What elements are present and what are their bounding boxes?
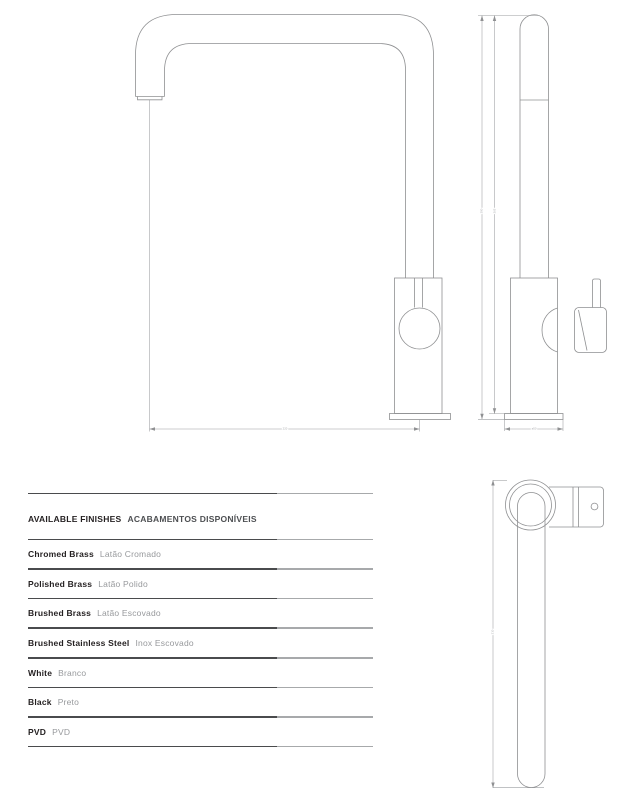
header-label-pt: ACABAMENTOS DISPONÍVEIS	[127, 513, 257, 524]
finish-name-en: White	[28, 667, 53, 678]
finish-name-en: PVD	[28, 726, 47, 737]
finish-name-en: Black	[28, 697, 52, 708]
finish-name-pt: Inox Escovado	[135, 637, 194, 648]
finish-row-white	[28, 659, 373, 687]
header-label-en: AVAILABLE FINISHES	[28, 513, 122, 524]
side-height-outer-dimension-label: 390	[480, 208, 484, 214]
finish-name-en: Chromed Brass	[28, 549, 94, 560]
finish-row-chromed-brass	[28, 540, 373, 568]
side-base-dimension-label: ø50	[531, 427, 537, 431]
top-length-dimension-label: 310	[491, 629, 495, 635]
finishes-table	[28, 493, 373, 748]
handle-set-screw	[591, 503, 598, 510]
finish-name-pt: PVD	[52, 726, 71, 737]
finish-name-pt: Preto	[57, 697, 80, 708]
finishes-table-header	[28, 494, 373, 539]
front-handle-knob	[399, 308, 440, 349]
faucet-side-view	[478, 15, 607, 431]
finish-row-brushed-stainless-steel	[28, 629, 373, 657]
finish-name-en: Polished Brass	[28, 578, 93, 589]
finish-name-pt: Branco	[58, 667, 87, 678]
finish-row-pvd	[28, 718, 373, 746]
table-rule	[28, 746, 373, 748]
finish-row-brushed-brass	[28, 599, 373, 627]
finish-name-pt: Latão Escovado	[97, 608, 161, 619]
finish-row-black	[28, 688, 373, 716]
finish-row-polished-brass	[28, 570, 373, 598]
finish-name-en: Brushed Stainless Steel	[28, 637, 130, 648]
faucet-top-view	[491, 480, 603, 788]
finish-name-pt: Latão Polido	[98, 578, 148, 589]
faucet-front-view	[136, 15, 451, 432]
side-height-inner-dimension-label: 365	[493, 208, 496, 214]
finish-name-pt: Latão Cromado	[99, 549, 162, 560]
finish-name-en: Brushed Brass	[28, 608, 92, 619]
front-reach-dimension-label: 220	[282, 427, 287, 431]
